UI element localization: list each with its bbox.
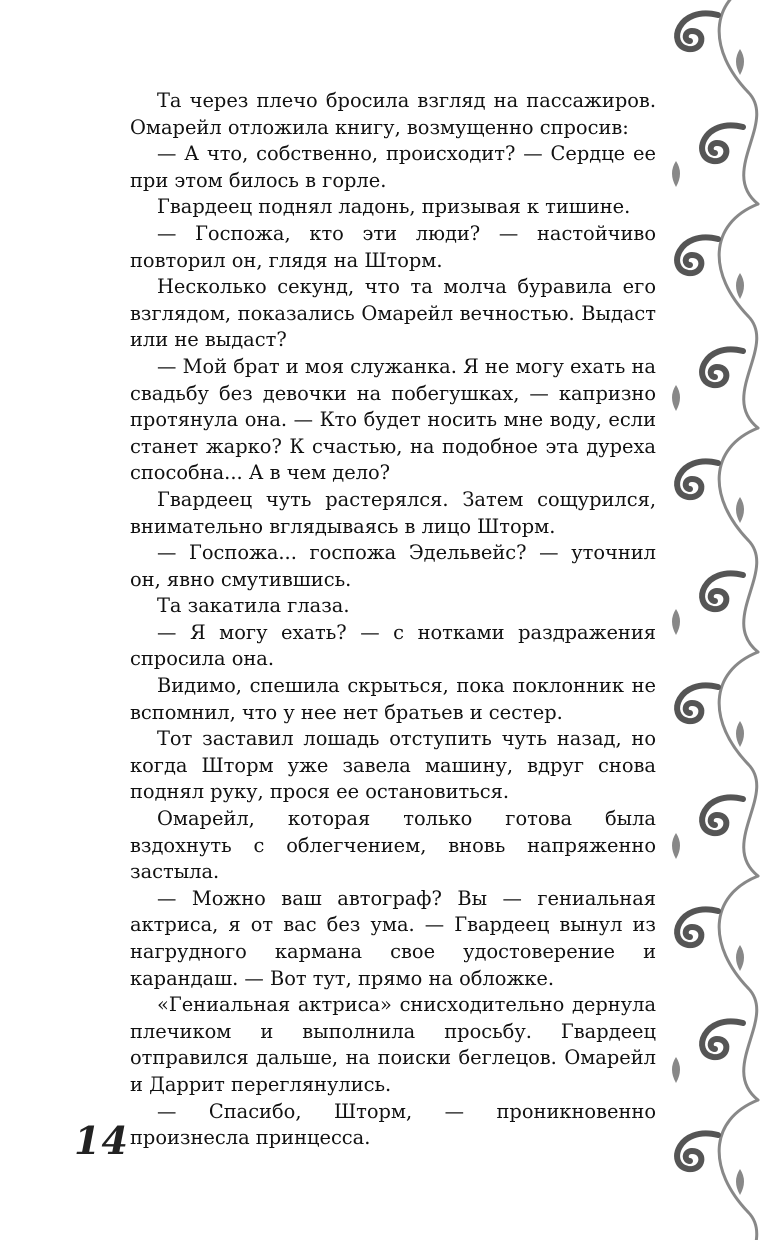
- paragraph: — Я могу ехать? — с нотками раздражения спросила она.: [130, 620, 656, 671]
- paragraph: — А что, собственно, происходит? — Сердце ее при этом билось в горле.: [130, 142, 656, 192]
- paragraph: Гвардеец поднял ладонь, призывая к тишине.: [157, 195, 631, 219]
- paragraph: Та закатила глаза.: [157, 594, 350, 618]
- paragraph: — Можно ваш автограф? Вы — гениальная актриса, я от вас без ума. — Гвардеец вынул из нагрудного кармана свое удостоверение и карандаш. — Вот тут, прямо на обложке.: [130, 886, 656, 990]
- paragraph: — Мой брат и моя служанка. Я не могу ехать на свадьбу без девочки на побегушках, — капризно протянула она. — Кто будет носить мне воду, если станет жарко? К счастью, на подобное эта дуреха способна... А в чем дело?: [130, 354, 656, 485]
- swirl-ornament-icon: [648, 0, 768, 1240]
- paragraph: «Гениальная актриса» снисходительно дернула плечиком и выполнила просьбу. Гвардеец отправился дальше, на поиски беглецов. Омарейл и Даррит переглянулись.: [130, 993, 656, 1096]
- paragraph: — Госпожа... госпожа Эдельвейс? — уточнил он, явно смутившись.: [130, 541, 656, 591]
- body-text: [130, 88, 656, 1152]
- paragraph: Видимо, спешила скрыться, пока поклонник не вспомнил, что у нее нет братьев и сестер.: [130, 674, 656, 724]
- paragraph: Гвардеец чуть растерялся. Затем сощурился, внимательно вглядываясь в лицо Шторм.: [130, 487, 656, 538]
- paragraph: Омарейл, которая только готова была вздохнуть с облегчением, вновь напряженно застыла.: [130, 807, 656, 884]
- paragraph: — Госпожа, кто эти люди? — настойчиво повторил он, глядя на Шторм.: [130, 221, 656, 272]
- paragraph: Тот заставил лошадь отступить чуть назад, но когда Шторм уже завела машину, вдруг снова поднял руку, прося ее остановиться.: [130, 727, 656, 804]
- paragraph: Несколько секунд, что та молча буравила его взглядом, показались Омарейл вечностью. Выдаст или не выдаст?: [130, 275, 656, 352]
- paragraph: Та через плечо бросила взгляд на пассажиров. Омарейл отложила книгу, возмущенно спросив:: [130, 89, 656, 139]
- page-number: 14: [74, 1118, 129, 1163]
- paragraph: — Спасибо, Шторм, — проникновенно произнесла принцесса.: [130, 1099, 656, 1150]
